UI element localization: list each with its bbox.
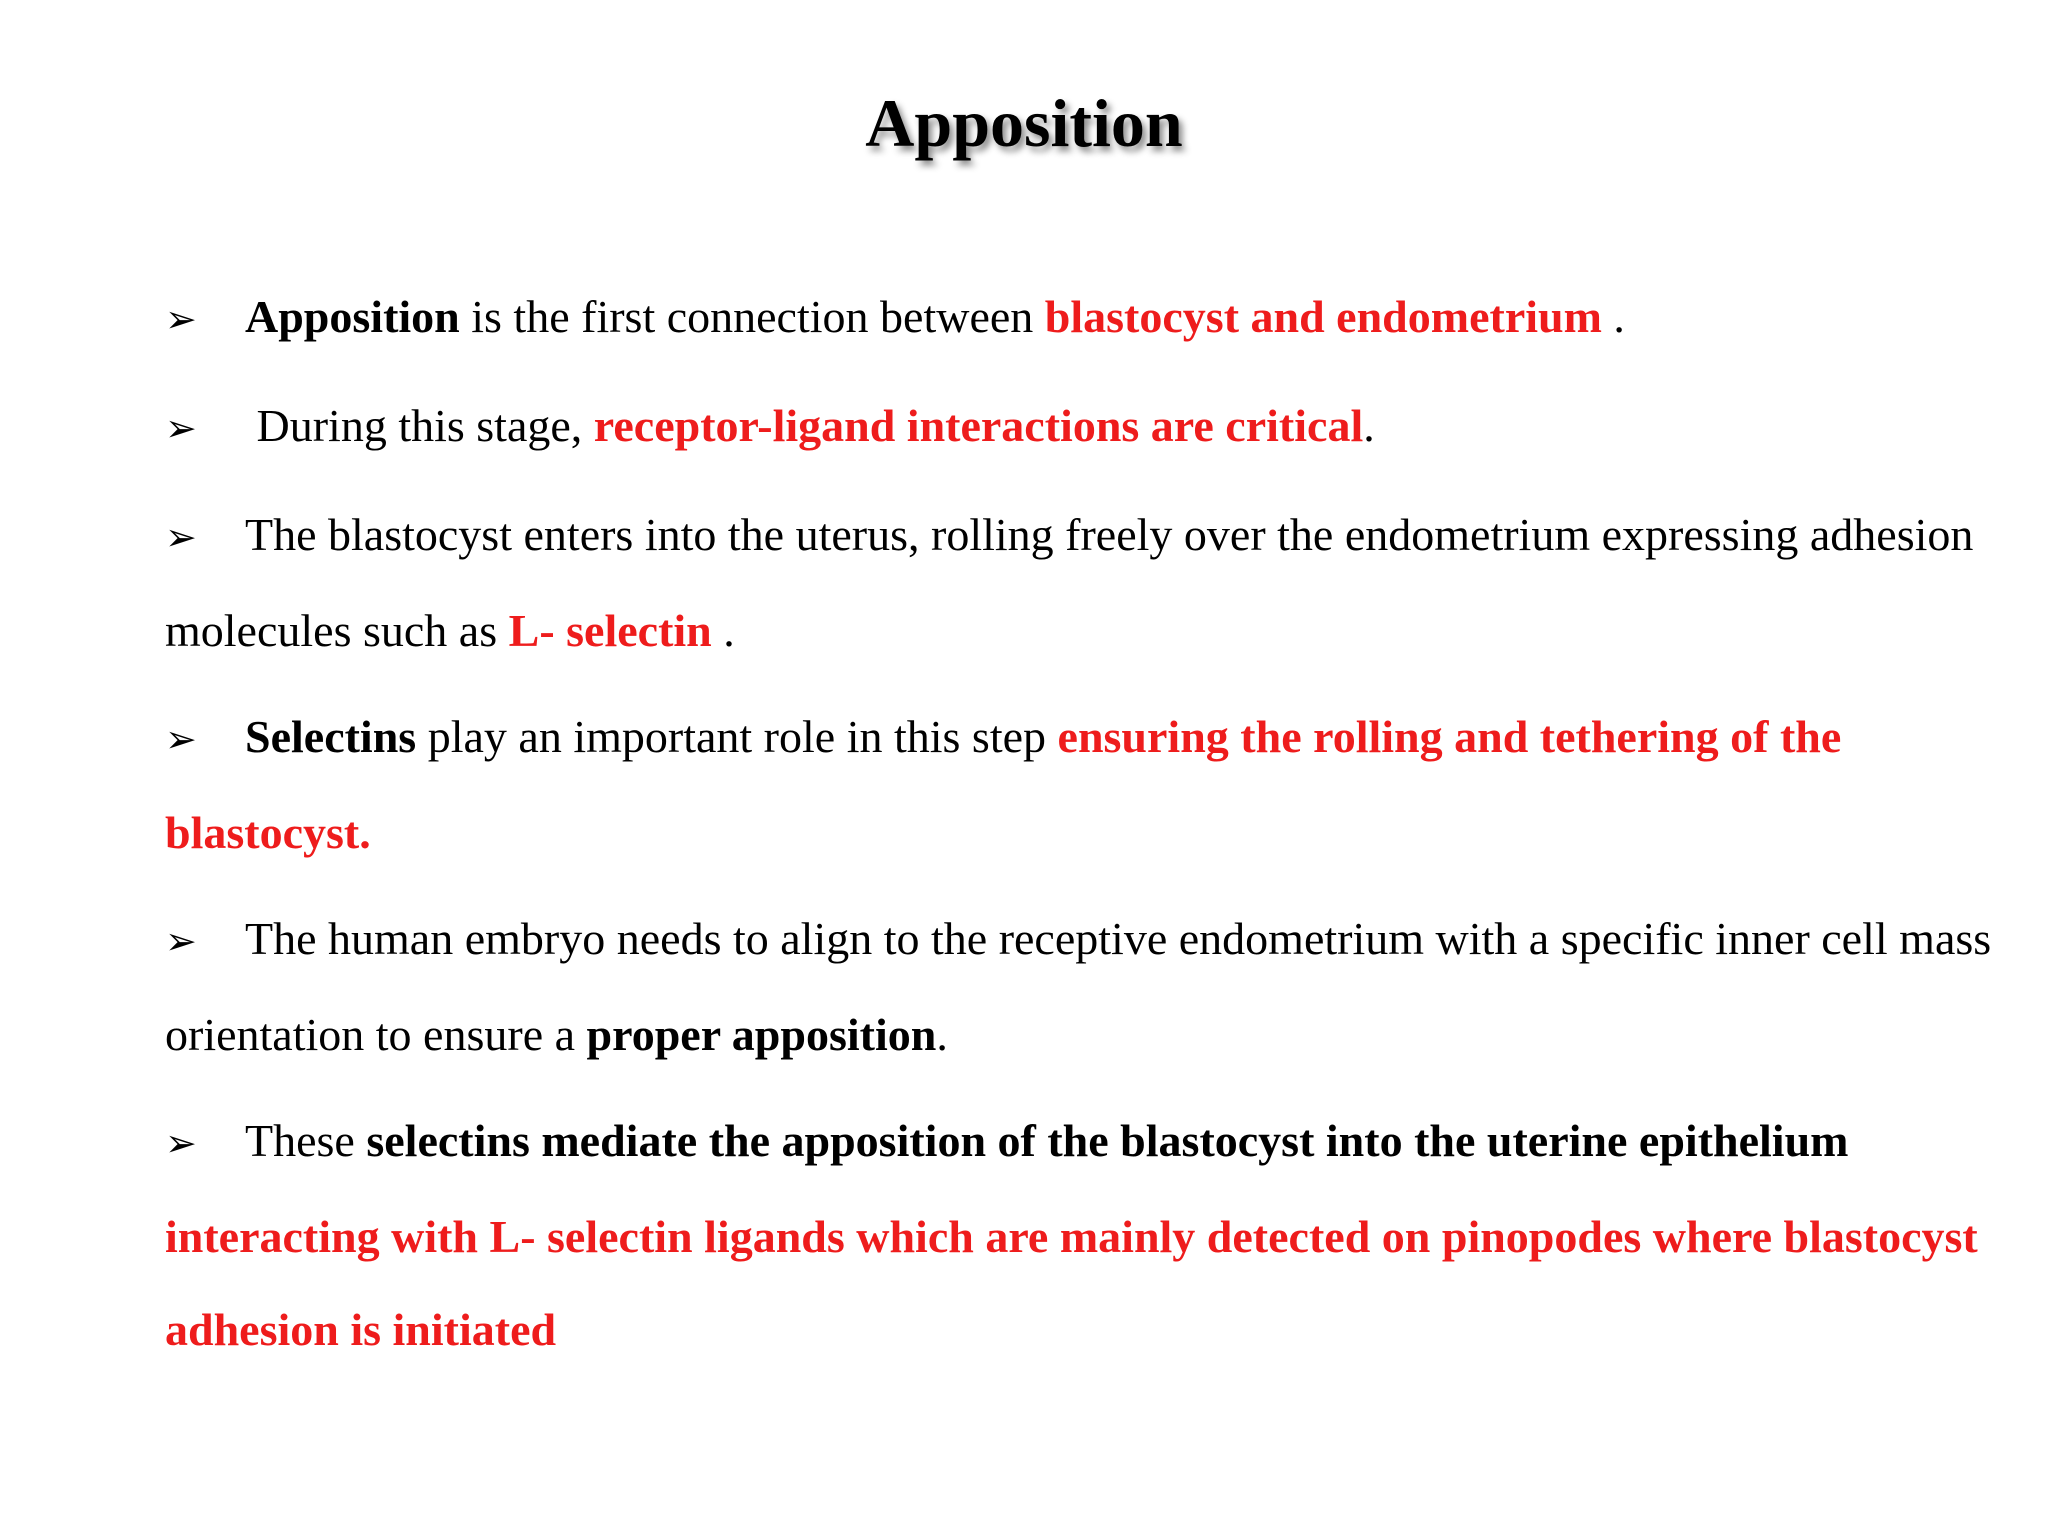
- text-normal: The blastocyst enters into the uterus, rolling freely over the endometrium expressing adhesion molecules such as: [165, 509, 1974, 656]
- text-normal: .: [936, 1009, 948, 1060]
- text-highlight: ensuring the rolling and tethering of the blastocyst.: [165, 711, 1842, 858]
- arrow-bullet-icon: ➢: [165, 515, 197, 559]
- text-normal: play an important role in this step: [416, 711, 1058, 762]
- arrow-bullet-icon: ➢: [165, 1121, 197, 1165]
- arrow-bullet-icon: ➢: [165, 717, 197, 761]
- text-bold: Selectins: [245, 711, 417, 762]
- bullet-item: [165, 892, 2005, 1081]
- arrow-bullet-icon: ➢: [165, 919, 197, 963]
- text-highlight: interacting with L- selectin ligands which are mainly detected on pinopodes where blastocyst adhesion is initiated: [165, 1211, 1978, 1355]
- text-highlight: blastocyst and endometrium: [1044, 291, 1602, 342]
- bullet-item: [165, 379, 2005, 475]
- arrow-bullet-icon: ➢: [165, 406, 197, 450]
- text-normal: These: [245, 1115, 367, 1166]
- text-highlight: receptor-ligand interactions are critical: [593, 400, 1364, 451]
- text-normal: is the first connection between: [459, 291, 1045, 342]
- bullet-item: [165, 690, 2005, 879]
- text-normal: .: [1601, 291, 1625, 342]
- text-normal: During this stage,: [245, 400, 594, 451]
- bullet-list: [165, 270, 2005, 1389]
- text-normal: The human embryo needs to align to the receptive endometrium with a specific inner cell mass orientation to ensure a: [165, 913, 1992, 1060]
- bullet-item: [165, 488, 2005, 677]
- arrow-bullet-icon: ➢: [165, 297, 197, 341]
- bullet-item: [165, 270, 2005, 366]
- text-bold: selectins mediate the apposition of the blastocyst into the uterine epithelium: [366, 1115, 1849, 1166]
- text-normal: .: [711, 605, 735, 656]
- bullet-item: [165, 1094, 2005, 1376]
- text-bold: Apposition: [245, 291, 460, 342]
- slide-title: Apposition: [865, 85, 1183, 161]
- text-highlight: L- selectin: [508, 605, 712, 656]
- text-normal: .: [1363, 400, 1375, 451]
- text-bold: proper apposition: [586, 1009, 937, 1060]
